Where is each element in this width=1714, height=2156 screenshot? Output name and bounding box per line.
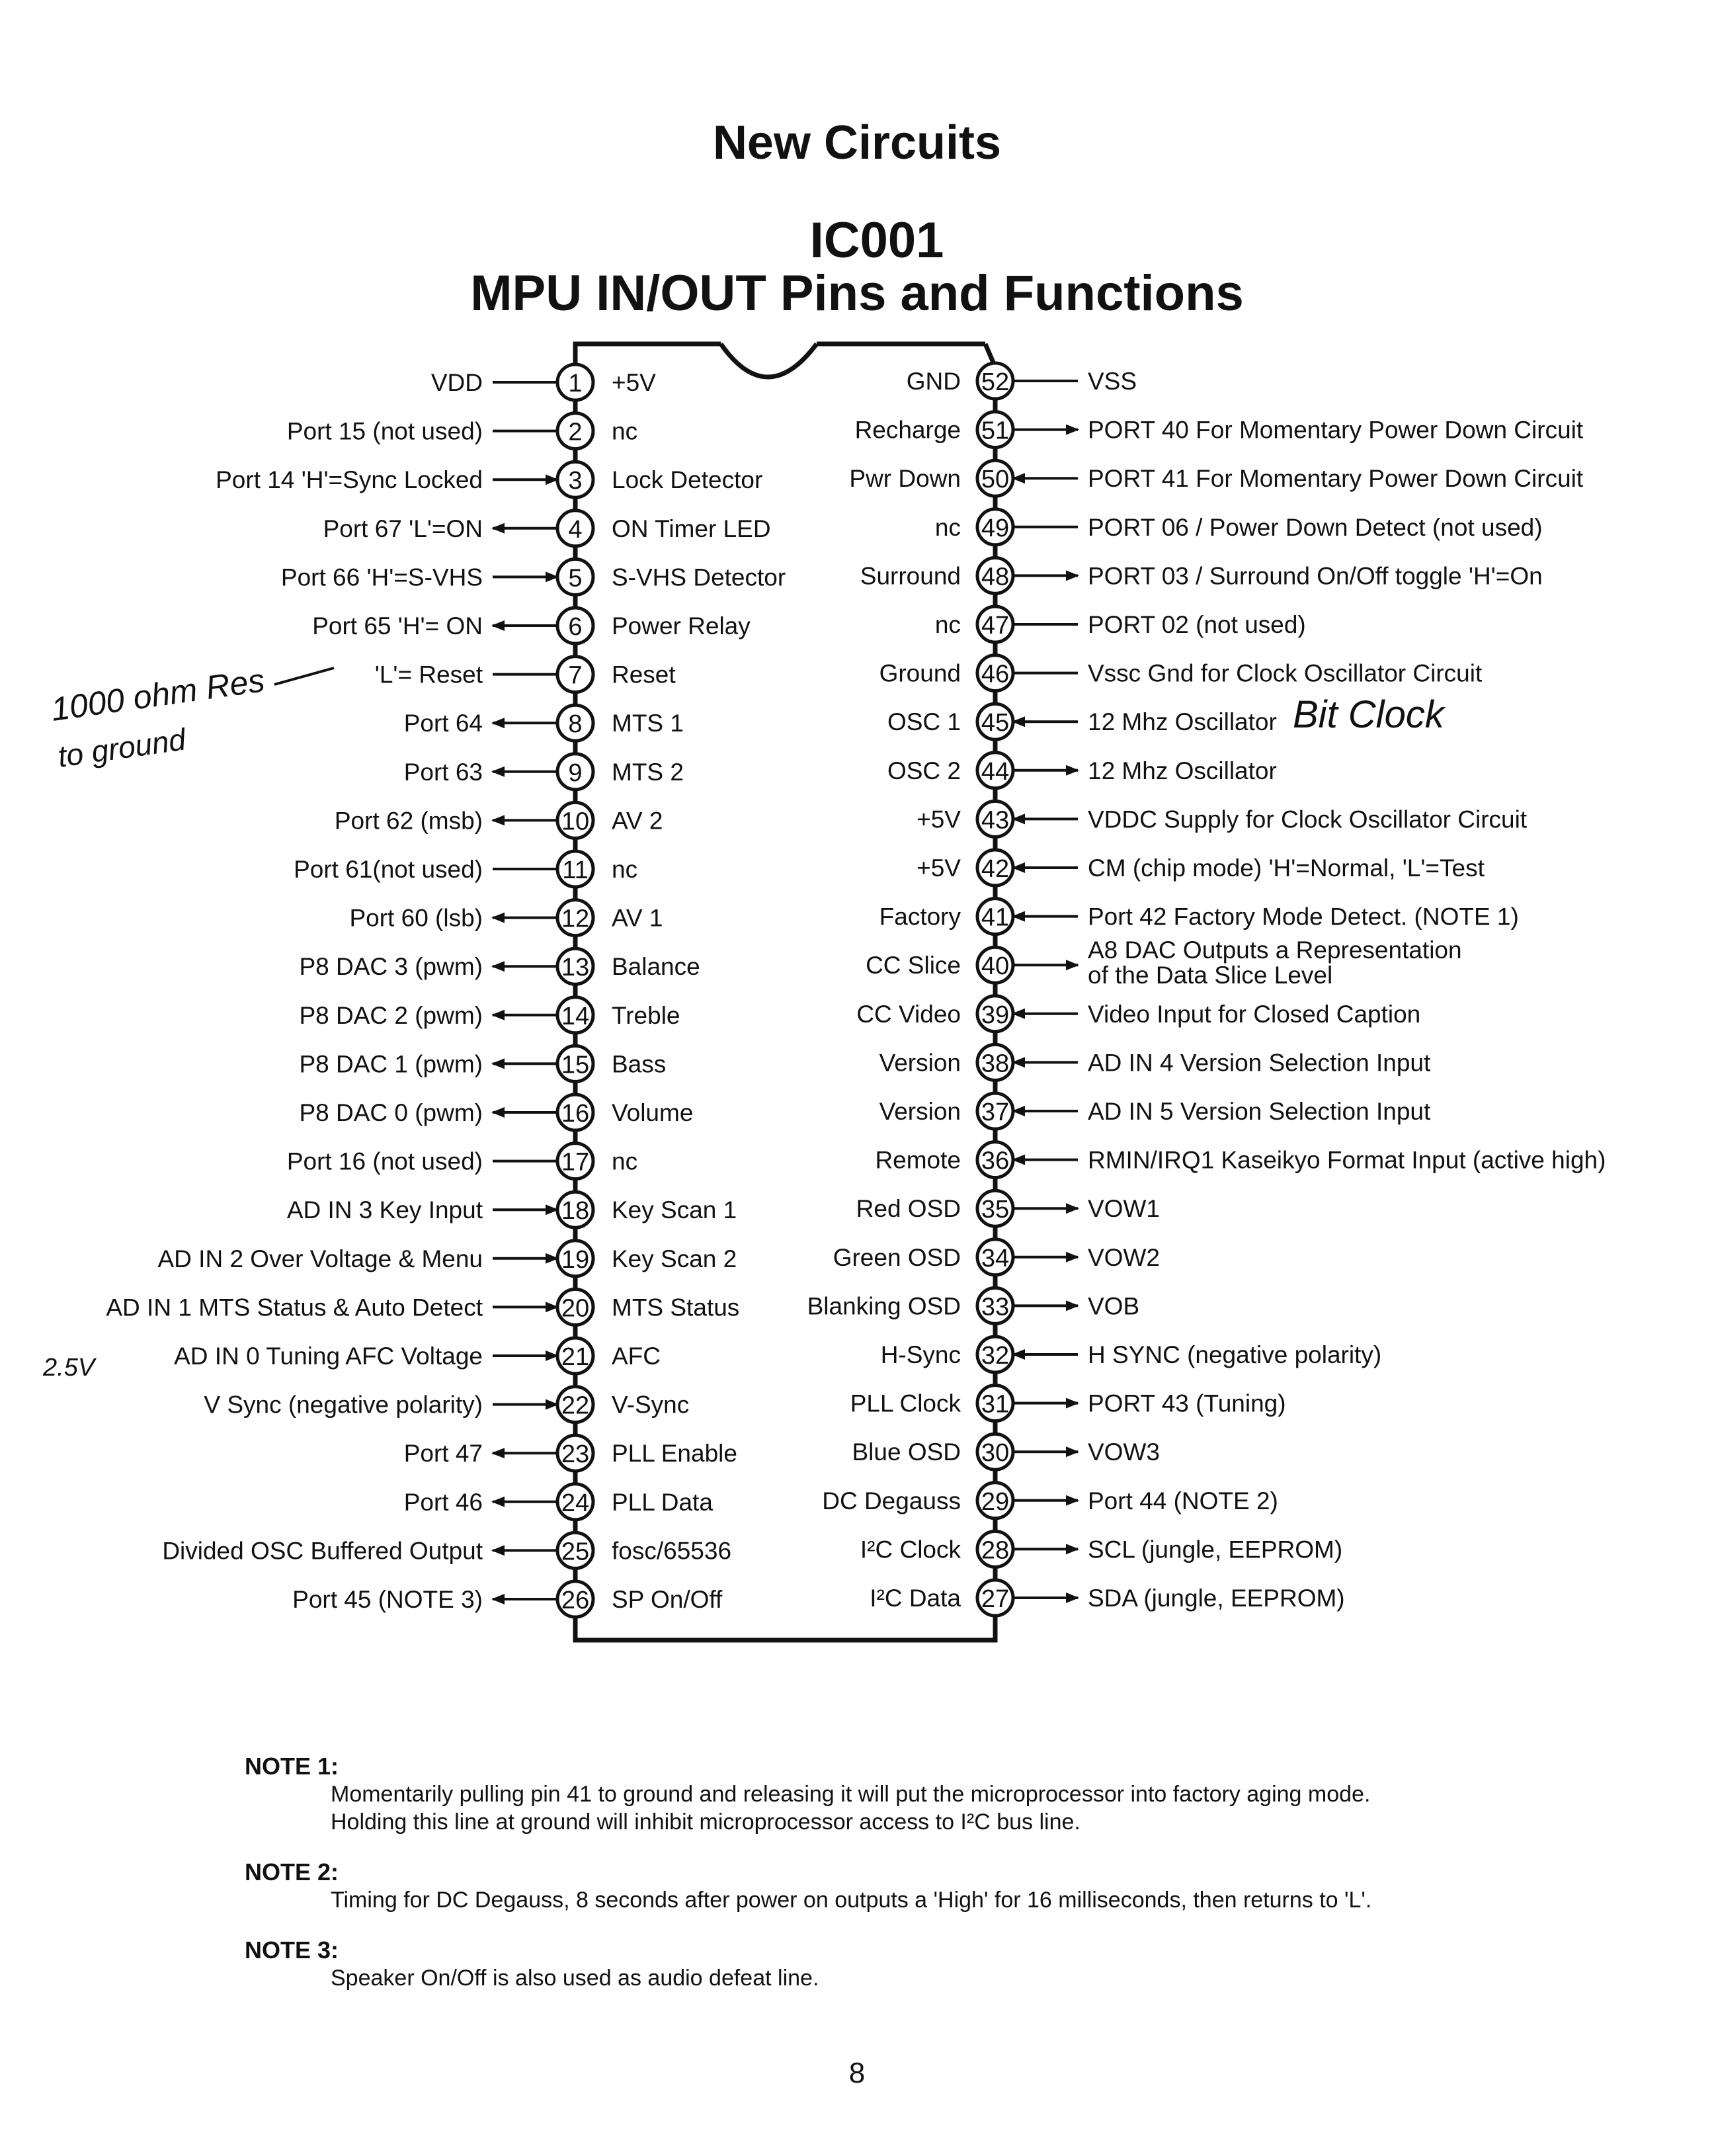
pin-2-function: nc <box>612 417 638 445</box>
pin-30-external-label: VOW3 <box>1088 1438 1160 1466</box>
pin-43-external-label: VDDC Supply for Clock Oscillator Circuit <box>1088 806 1528 833</box>
pin-6-number: 6 <box>568 613 583 641</box>
note-1 <box>245 1753 1567 1836</box>
pin-29 <box>822 1483 1278 1518</box>
pin-22 <box>204 1387 689 1423</box>
pin-4-function: ON Timer LED <box>612 515 771 542</box>
pin-40-number: 40 <box>981 952 1010 981</box>
pin-20-number: 20 <box>561 1294 590 1323</box>
note-1-title: NOTE 1: <box>245 1753 339 1780</box>
pin-21-function: AFC <box>612 1343 661 1370</box>
pin-29-number: 29 <box>981 1487 1010 1516</box>
pin-38-function: Version <box>879 1049 961 1077</box>
pin-42-number: 42 <box>981 855 1010 883</box>
pin-6-function: Power Relay <box>612 612 751 640</box>
ic-name: IC001 <box>809 212 944 269</box>
pin-13 <box>299 948 700 984</box>
pin-19-external-label: AD IN 2 Over Voltage & Menu <box>157 1245 483 1272</box>
notes-section <box>245 1753 1567 2014</box>
pin-17 <box>287 1143 637 1179</box>
pin-10-external-label: Port 62 (msb) <box>334 807 483 835</box>
pin-8 <box>404 705 684 741</box>
pin-1-number: 1 <box>568 370 583 397</box>
pin-7-number: 7 <box>568 661 583 690</box>
pin-17-number: 17 <box>561 1148 590 1177</box>
pin-32-number: 32 <box>981 1342 1010 1370</box>
pin-37-function: Version <box>879 1098 961 1125</box>
pin-51 <box>855 412 1584 448</box>
page-title: New Circuits <box>712 116 1002 169</box>
pin-21 <box>174 1338 661 1374</box>
pin-40-external-label: A8 DAC Outputs a Representation <box>1088 936 1462 964</box>
pin-38-number: 38 <box>981 1050 1010 1078</box>
pin-25-number: 25 <box>561 1538 590 1566</box>
pin-50-number: 50 <box>981 466 1010 494</box>
note-2-title: NOTE 2: <box>245 1858 339 1886</box>
pin-37-external-label: AD IN 5 Version Selection Input <box>1088 1098 1431 1125</box>
pin-27-external-label: SDA (jungle, EEPROM) <box>1088 1585 1345 1612</box>
pin-52-number: 52 <box>981 368 1010 396</box>
pin-35-function: Red OSD <box>856 1195 961 1223</box>
page-number: 8 <box>848 2057 866 2089</box>
pin-44-function: OSC 2 <box>887 757 961 784</box>
pin-49 <box>935 509 1543 545</box>
pin-30-function: Blue OSD <box>852 1438 961 1466</box>
pin-18-function: Key Scan 1 <box>612 1196 737 1224</box>
pin-1-external-label: VDD <box>430 369 483 396</box>
pin-27-number: 27 <box>981 1585 1010 1613</box>
pin-14-number: 14 <box>561 1002 590 1030</box>
pin-46-function: Ground <box>879 659 961 687</box>
pin-6-external-label: Port 65 'H'= ON <box>312 612 483 640</box>
pin-46-external-label: Vssc Gnd for Clock Oscillator Circuit <box>1088 659 1483 687</box>
pin-31-number: 31 <box>981 1390 1010 1419</box>
pin-28 <box>860 1531 1342 1567</box>
pin-41-number: 41 <box>981 903 1010 932</box>
pin-49-external-label: PORT 06 / Power Down Detect (not used) <box>1088 513 1543 541</box>
pin-34 <box>833 1239 1160 1275</box>
diagram-subtitle: MPU IN/OUT Pins and Functions <box>470 265 1244 321</box>
pin-47-external-label: PORT 02 (not used) <box>1088 611 1306 638</box>
pin-2 <box>287 413 637 449</box>
pin-30-number: 30 <box>981 1439 1010 1468</box>
pin-12-number: 12 <box>561 905 590 933</box>
pin-18-external-label: AD IN 3 Key Input <box>286 1196 483 1224</box>
pin-41 <box>879 899 1519 934</box>
pin-49-function: nc <box>934 513 961 541</box>
pin-15 <box>299 1046 666 1081</box>
pin-43-function: +5V <box>917 806 961 833</box>
pin-34-number: 34 <box>981 1244 1010 1272</box>
pin-11-external-label: Port 61(not used) <box>294 856 483 883</box>
pin-16-external-label: P8 DAC 0 (pwm) <box>299 1099 483 1126</box>
pin-41-function: Factory <box>879 903 961 931</box>
pin-44 <box>887 753 1277 788</box>
pin-33-function: Blanking OSD <box>807 1292 961 1320</box>
pin-28-function: I²C Clock <box>860 1536 961 1563</box>
pin-52-external-label: VSS <box>1088 368 1137 395</box>
pin-49-number: 49 <box>981 514 1010 542</box>
pin-27-function: I²C Data <box>870 1585 961 1612</box>
pin-8-function: MTS 1 <box>612 710 684 737</box>
pin-20 <box>106 1289 739 1325</box>
pin-36-function: Remote <box>875 1146 961 1174</box>
pin-20-function: MTS Status <box>612 1294 740 1321</box>
pin-2-number: 2 <box>568 418 583 446</box>
note-3-title: NOTE 3: <box>245 1936 339 1964</box>
pin-36-number: 36 <box>981 1147 1010 1175</box>
pin-39-number: 39 <box>981 1001 1010 1029</box>
pin-27 <box>870 1580 1344 1616</box>
pin-26-function: SP On/Off <box>612 1586 723 1613</box>
pin-16-function: Volume <box>612 1099 694 1126</box>
pin-47-number: 47 <box>981 612 1010 640</box>
pin-44-number: 44 <box>981 757 1010 786</box>
pin-8-number: 8 <box>568 710 583 739</box>
pin-43-number: 43 <box>981 806 1010 835</box>
pin-34-function: Green OSD <box>833 1243 961 1271</box>
pin-9-external-label: Port 63 <box>403 758 483 786</box>
pin-21-number: 21 <box>561 1343 590 1371</box>
pin-45 <box>887 704 1277 739</box>
note-3 <box>245 1936 1567 1992</box>
pin-10-number: 10 <box>561 808 590 836</box>
pin-3-external-label: Port 14 'H'=Sync Locked <box>216 466 483 494</box>
pin-23-function: PLL Enable <box>612 1440 737 1468</box>
pin-31 <box>850 1386 1286 1421</box>
note-2 <box>245 1858 1567 1914</box>
pin-11-number: 11 <box>562 856 589 884</box>
pin-14-function: Treble <box>612 1001 680 1029</box>
pin-46 <box>879 655 1483 691</box>
pin-23-external-label: Port 47 <box>403 1440 483 1468</box>
pin-36-external-label: RMIN/IRQ1 Kaseikyo Format Input (active high) <box>1088 1146 1606 1174</box>
pin-7-external-label: 'L'= Reset <box>374 661 483 688</box>
pin-28-number: 28 <box>981 1536 1010 1565</box>
pin-17-external-label: Port 16 (not used) <box>286 1147 483 1175</box>
pin-37-number: 37 <box>981 1099 1010 1126</box>
pin-19-function: Key Scan 2 <box>612 1245 737 1272</box>
pin-24-number: 24 <box>561 1489 590 1517</box>
pin-15-number: 15 <box>561 1051 590 1079</box>
pin-30 <box>852 1434 1159 1470</box>
pin-24-function: PLL Data <box>612 1488 713 1516</box>
note-2-line-1: Timing for DC Degauss, 8 seconds after power on outputs a 'High' for 16 milliseconds, then returns to 'L'. <box>331 1887 1372 1913</box>
pin-51-number: 51 <box>981 417 1010 445</box>
pin-5-function: S-VHS Detector <box>612 563 786 591</box>
pin-9-number: 9 <box>568 759 583 787</box>
pin-38 <box>879 1044 1431 1080</box>
pin-39-external-label: Video Input for Closed Caption <box>1088 1000 1421 1028</box>
pin-36 <box>875 1142 1606 1178</box>
pin-35 <box>856 1190 1160 1226</box>
pin-50-external-label: PORT 41 For Momentary Power Down Circuit <box>1088 465 1584 493</box>
pin-17-function: nc <box>612 1147 638 1175</box>
pin-35-external-label: VOW1 <box>1088 1195 1160 1223</box>
handwritten-pin7-note-line2: to ground <box>56 722 188 774</box>
pin-1-function: +5V <box>612 369 656 396</box>
pin-7 <box>375 657 676 692</box>
pin-42-function: +5V <box>917 854 961 882</box>
pin-5 <box>281 559 786 595</box>
pin-29-function: DC Degauss <box>822 1487 961 1514</box>
pin-22-function: V-Sync <box>612 1391 690 1419</box>
pin-19-number: 19 <box>561 1245 590 1274</box>
pin-50-function: Pwr Down <box>849 465 961 493</box>
pin-44-external-label: 12 Mhz Oscillator <box>1088 757 1277 784</box>
pin-48 <box>860 558 1543 593</box>
pin-24-external-label: Port 46 <box>403 1488 483 1516</box>
pin-13-external-label: P8 DAC 3 (pwm) <box>299 953 483 981</box>
pin-19 <box>157 1241 737 1276</box>
pin-22-external-label: V Sync (negative polarity) <box>204 1391 483 1419</box>
pin-45-function: OSC 1 <box>887 708 961 736</box>
pin-28-external-label: SCL (jungle, EEPROM) <box>1088 1536 1343 1563</box>
pin-45-number: 45 <box>981 709 1010 737</box>
note-1-line-1: Momentarily pulling pin 41 to ground and releasing it will put the microprocessor into factory aging mode. <box>331 1782 1371 1807</box>
pin-20-external-label: AD IN 1 MTS Status & Auto Detect <box>106 1294 483 1321</box>
pin-50 <box>849 460 1583 496</box>
pin-16-number: 16 <box>561 1100 590 1128</box>
pin-33-number: 33 <box>981 1293 1010 1321</box>
pin-33-external-label: VOB <box>1088 1292 1140 1320</box>
pin-15-external-label: P8 DAC 1 (pwm) <box>299 1050 483 1078</box>
pin-1 <box>431 364 656 400</box>
pin-14-external-label: P8 DAC 2 (pwm) <box>299 1001 483 1029</box>
pin-9-function: MTS 2 <box>612 758 684 786</box>
pin-11 <box>294 851 637 887</box>
handwritten-pin45-note: Bit Clock <box>1293 693 1444 736</box>
pin-13-number: 13 <box>561 954 590 982</box>
pin-11-function: nc <box>612 856 638 883</box>
pin-31-function: PLL Clock <box>850 1389 961 1417</box>
pin-21-external-label: AD IN 0 Tuning AFC Voltage <box>174 1343 483 1370</box>
pin-40 <box>866 936 1462 989</box>
pin-45-external-label: 12 Mhz Oscillator <box>1088 708 1277 736</box>
pin-5-number: 5 <box>568 564 583 593</box>
pin-37 <box>879 1093 1431 1129</box>
pin-47-function: nc <box>934 611 961 638</box>
pin-25-function: fosc/65536 <box>612 1537 732 1565</box>
pin-43 <box>917 801 1528 837</box>
pin-3-function: Lock Detector <box>612 466 763 494</box>
note-3-line-1: Speaker On/Off is also used as audio defeat line. <box>331 1966 819 1991</box>
pin-26-external-label: Port 45 (NOTE 3) <box>292 1586 483 1613</box>
pin-40-external-label-line2: of the Data Slice Level <box>1088 962 1333 989</box>
pin-52-function: GND <box>906 368 961 395</box>
pin-41-external-label: Port 42 Factory Mode Detect. (NOTE 1) <box>1088 903 1519 931</box>
pin-31-external-label: PORT 43 (Tuning) <box>1088 1389 1286 1417</box>
pin-26-number: 26 <box>561 1587 590 1614</box>
pin-12-external-label: Port 60 (lsb) <box>349 904 483 932</box>
note-1-line-2: Holding this line at ground will inhibit microprocessor access to I²C bus line. <box>331 1809 1081 1835</box>
pin-26 <box>292 1581 723 1617</box>
pin-38-external-label: AD IN 4 Version Selection Input <box>1088 1049 1431 1077</box>
pin-12-function: AV 1 <box>612 904 663 932</box>
pin-8-external-label: Port 64 <box>403 710 483 737</box>
pin-4-external-label: Port 67 'L'=ON <box>323 515 483 542</box>
pin-13-function: Balance <box>612 953 700 981</box>
pin-6 <box>312 608 751 643</box>
pin-14 <box>299 997 680 1033</box>
pin-10-function: AV 2 <box>612 807 663 835</box>
pin-12 <box>349 900 663 936</box>
pin-51-function: Recharge <box>854 416 961 444</box>
pin-46-number: 46 <box>981 660 1010 688</box>
pin-22-number: 22 <box>561 1391 590 1420</box>
pin-15-function: Bass <box>612 1050 667 1078</box>
pin-32-external-label: H SYNC (negative polarity) <box>1088 1341 1382 1368</box>
handwritten-pin7-note-line1: 1000 ohm Res <box>48 661 267 728</box>
pin-4-number: 4 <box>568 515 583 544</box>
pin-48-external-label: PORT 03 / Surround On/Off toggle 'H'=On <box>1088 562 1543 590</box>
pin-5-external-label: Port 66 'H'=S-VHS <box>280 563 483 591</box>
pin-25 <box>162 1532 731 1568</box>
pin-34-external-label: VOW2 <box>1088 1243 1160 1271</box>
handwritten-pin21-note: 2.5V <box>43 1354 95 1382</box>
pin-40-function: CC Slice <box>866 952 961 979</box>
pin-10 <box>335 802 663 838</box>
pin-24 <box>404 1484 714 1520</box>
pin-39 <box>856 996 1420 1032</box>
pin-16 <box>299 1095 693 1130</box>
pin-25-external-label: Divided OSC Buffered Output <box>162 1537 483 1565</box>
pin-18-number: 18 <box>561 1197 590 1225</box>
pin-32-function: H-Sync <box>880 1341 961 1368</box>
pin-51-external-label: PORT 40 For Momentary Power Down Circuit <box>1088 416 1584 444</box>
pin-2-external-label: Port 15 (not used) <box>286 417 483 445</box>
pin-48-function: Surround <box>860 562 961 590</box>
pin-42-external-label: CM (chip mode) 'H'=Normal, 'L'=Test <box>1088 854 1485 882</box>
pin-7-function: Reset <box>612 661 676 688</box>
pin-33 <box>807 1288 1140 1323</box>
pin-42 <box>917 850 1485 886</box>
pin-39-function: CC Video <box>856 1000 961 1028</box>
pin-3 <box>216 462 762 497</box>
pin-48-number: 48 <box>981 563 1010 591</box>
pin-32 <box>881 1337 1381 1372</box>
pin-47 <box>935 606 1306 642</box>
ic-notch <box>721 344 817 377</box>
pin-18 <box>287 1192 737 1227</box>
pin-4 <box>323 511 771 546</box>
pin-3-number: 3 <box>568 467 583 495</box>
pin-52 <box>907 363 1137 399</box>
pin-29-external-label: Port 44 (NOTE 2) <box>1088 1487 1278 1514</box>
pin-9 <box>404 754 684 790</box>
pin-35-number: 35 <box>981 1196 1010 1224</box>
pin-23 <box>404 1435 737 1471</box>
pin-23-number: 23 <box>561 1440 590 1469</box>
